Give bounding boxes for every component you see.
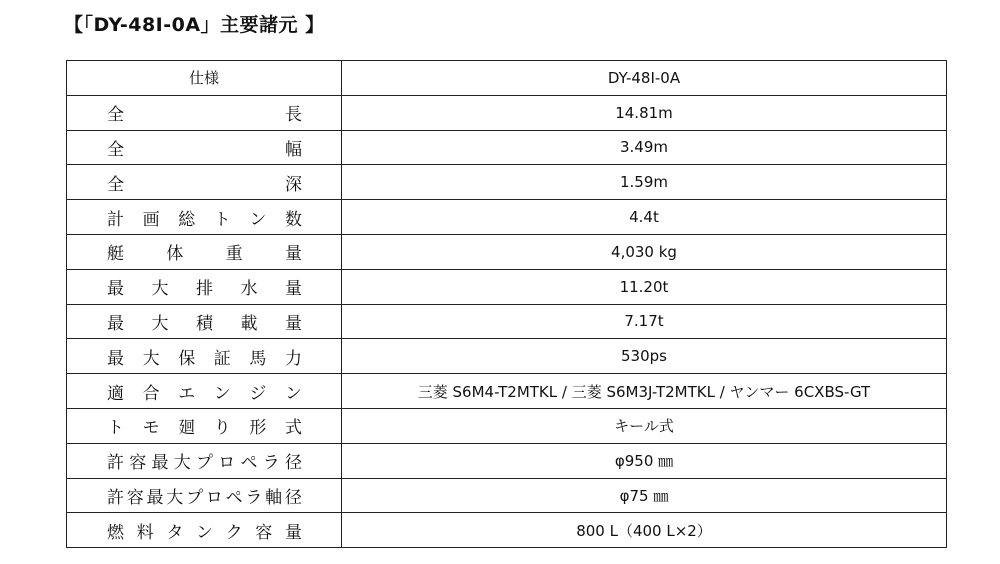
row-value: 3.49m bbox=[342, 130, 947, 165]
row-label-text: 最 大 排 水 量 bbox=[107, 279, 302, 300]
table-row bbox=[67, 478, 947, 513]
row-label bbox=[67, 95, 342, 130]
table-row bbox=[67, 130, 947, 165]
row-label bbox=[67, 478, 342, 513]
row-value: キール式 bbox=[342, 408, 947, 443]
row-value: 4,030 kg bbox=[342, 234, 947, 269]
row-value: 三菱 S6M4-T2MTKL / 三菱 S6M3J-T2MTKL / ヤンマー 6CXBS-GT bbox=[342, 374, 947, 409]
row-label-text: ト モ 廻 り 形 式 bbox=[107, 418, 302, 439]
table-row bbox=[67, 269, 947, 304]
row-label bbox=[67, 130, 342, 165]
row-label bbox=[67, 269, 342, 304]
row-label bbox=[67, 408, 342, 443]
row-label bbox=[67, 443, 342, 478]
table-row bbox=[67, 443, 947, 478]
row-label bbox=[67, 200, 342, 235]
row-label bbox=[67, 165, 342, 200]
row-label-text: 適 合 エ ン ジ ン bbox=[107, 383, 302, 404]
row-value: 1.59m bbox=[342, 165, 947, 200]
row-label-text: 計 画 総 ト ン 数 bbox=[107, 209, 302, 230]
header-model: DY-48I-0A bbox=[342, 61, 947, 96]
row-label-text: 燃 料 タ ン ク 容 量 bbox=[107, 522, 302, 543]
row-value: φ950 ㎜ bbox=[342, 443, 947, 478]
row-label-text: 全 深 bbox=[107, 174, 302, 195]
row-label bbox=[67, 234, 342, 269]
table-row bbox=[67, 304, 947, 339]
row-value: 7.17t bbox=[342, 304, 947, 339]
row-value: 530ps bbox=[342, 339, 947, 374]
spec-table bbox=[66, 60, 947, 548]
row-label bbox=[67, 339, 342, 374]
row-value: 4.4t bbox=[342, 200, 947, 235]
table-row bbox=[67, 408, 947, 443]
table-row bbox=[67, 165, 947, 200]
table-row bbox=[67, 513, 947, 548]
table-row bbox=[67, 374, 947, 409]
header-spec: 仕様 bbox=[67, 61, 342, 96]
table-row bbox=[67, 234, 947, 269]
row-label-text: 許 容 最 大 プ ロ ペ ラ 径 bbox=[107, 453, 302, 474]
page-title: 【「DY-48I-0A」主要諸元 】 bbox=[64, 14, 325, 36]
row-label-text: 全 長 bbox=[107, 105, 302, 126]
row-label bbox=[67, 374, 342, 409]
row-value: 800 L（400 L×2） bbox=[342, 513, 947, 548]
row-value: φ75 ㎜ bbox=[342, 478, 947, 513]
table-row bbox=[67, 95, 947, 130]
row-value: 14.81m bbox=[342, 95, 947, 130]
row-label bbox=[67, 513, 342, 548]
table-row bbox=[67, 339, 947, 374]
row-label-text: 最 大 積 載 量 bbox=[107, 313, 302, 334]
row-label-text: 許 容 最 大 プ ロ ペ ラ 軸 径 bbox=[107, 487, 302, 508]
row-label-text: 艇 体 重 量 bbox=[107, 244, 302, 265]
row-value: 11.20t bbox=[342, 269, 947, 304]
row-label bbox=[67, 304, 342, 339]
table-row bbox=[67, 200, 947, 235]
table-header-row bbox=[67, 61, 947, 96]
row-label-text: 全 幅 bbox=[107, 139, 302, 160]
row-label-text: 最 大 保 証 馬 力 bbox=[107, 348, 302, 369]
